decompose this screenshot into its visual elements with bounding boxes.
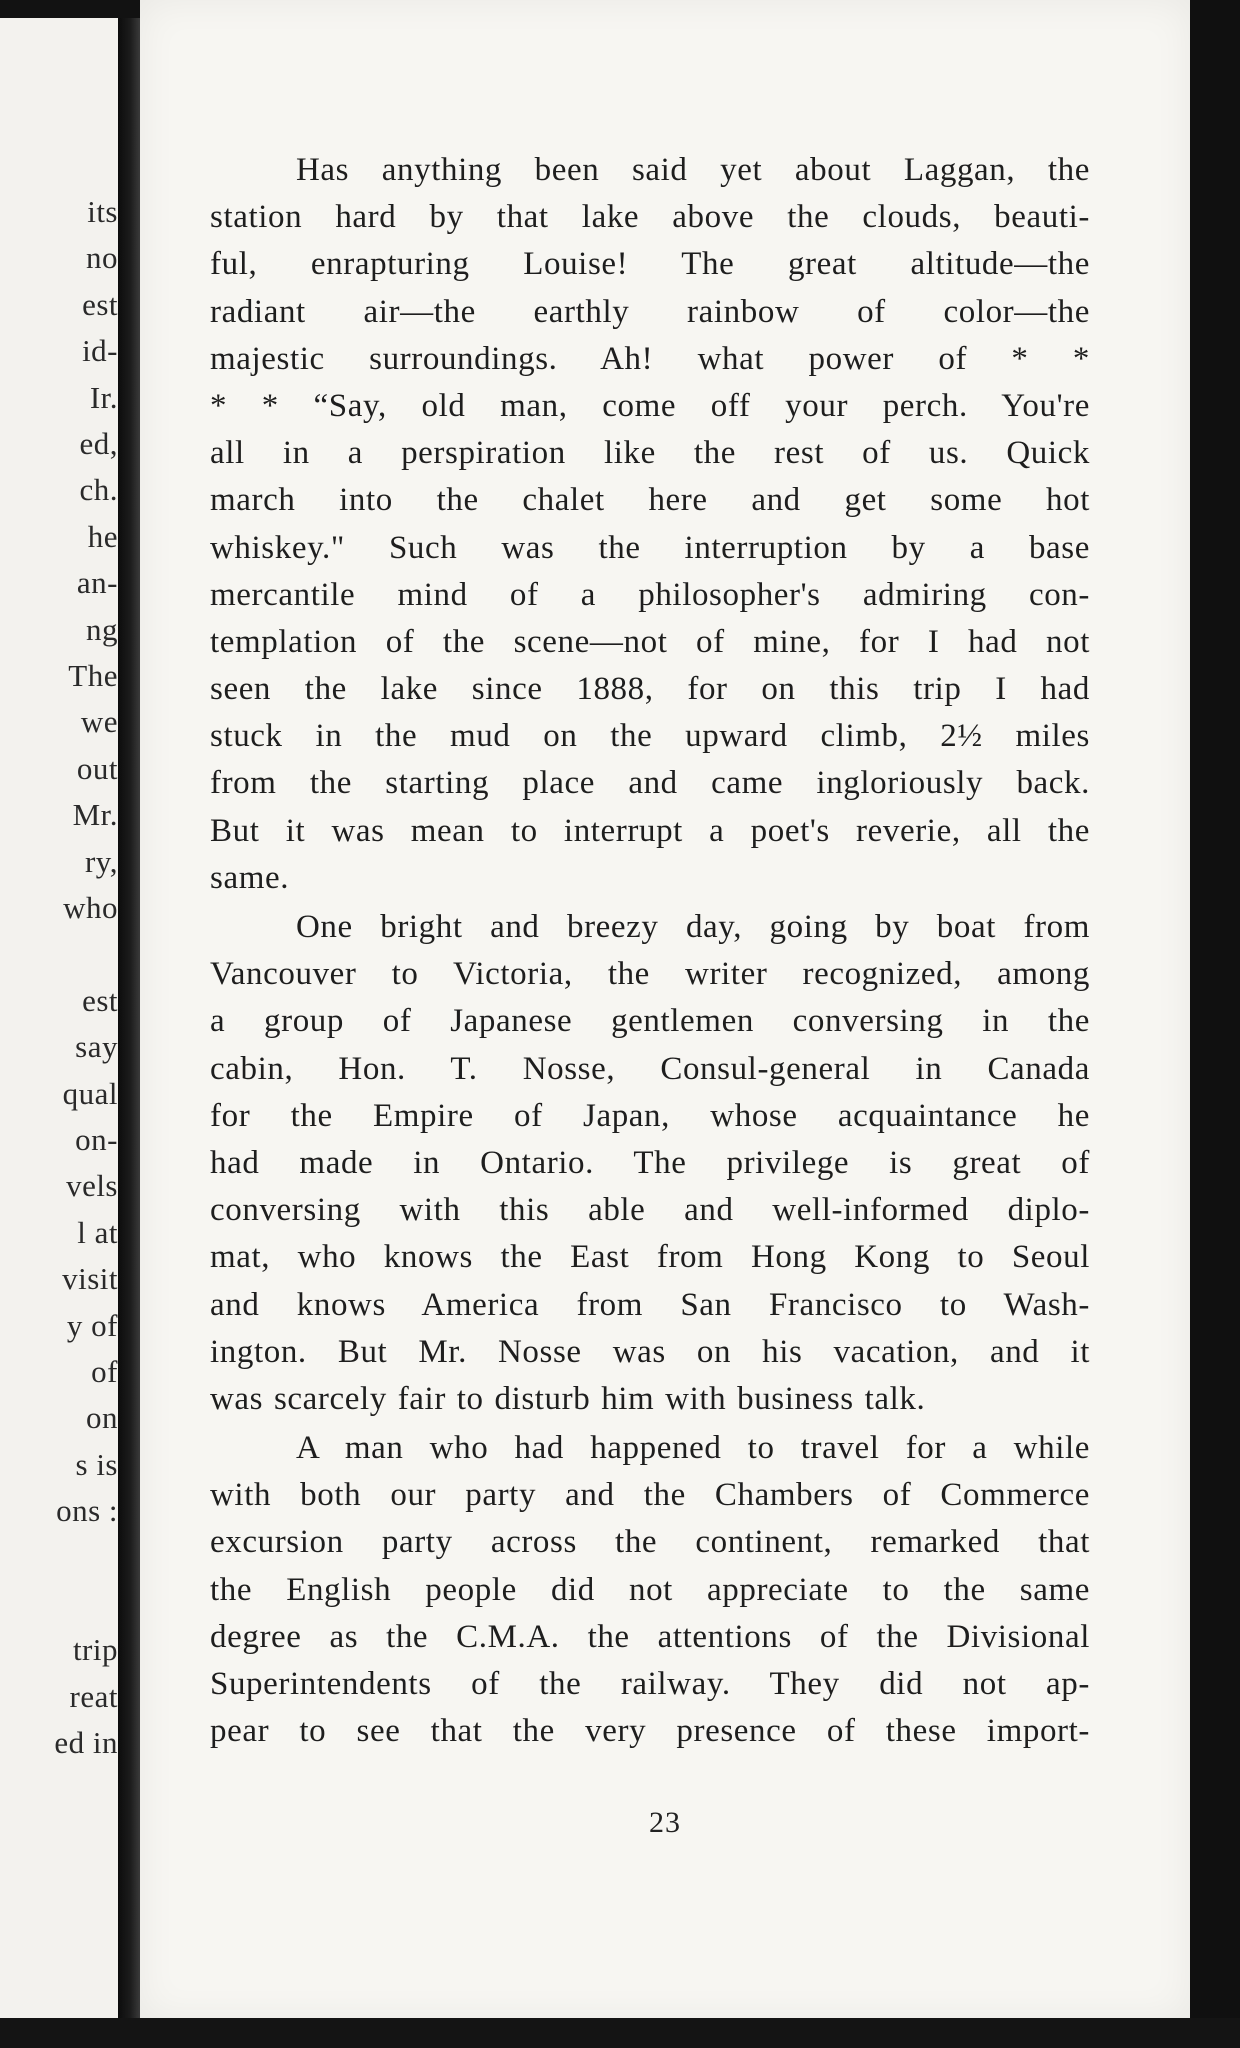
text-line: station hard by that lake above the clouds, beauti-: [210, 199, 1090, 236]
left-page-fragment: we: [80, 704, 118, 740]
left-page-fragment: no: [86, 240, 118, 276]
left-page-fragment: The: [68, 658, 118, 693]
left-page-fragment: vels: [66, 1168, 118, 1204]
text-line: seen the lake since 1888, for on this trip I had: [210, 671, 1090, 708]
left-page-fragment: qual: [62, 1075, 118, 1111]
facing-page-left: [0, 18, 118, 2018]
left-page-fragment: ng: [86, 611, 118, 647]
left-page-fragment: s is: [75, 1446, 118, 1482]
left-page-fragment: its: [87, 194, 118, 229]
text-line: Superintendents of the railway. They did not ap-: [210, 1666, 1090, 1702]
left-page-fragment: he: [87, 518, 118, 554]
paragraph: [210, 904, 1090, 1423]
text-line: One bright and breezy day, going by boat from: [296, 909, 1090, 945]
left-page-fragment: who: [63, 890, 118, 925]
book-gutter: [118, 18, 140, 2018]
text-line: ington. But Mr. Nosse was on his vacation, and it: [210, 1333, 1090, 1370]
left-page-fragment: ry,: [84, 843, 118, 879]
bottom-shadow: [0, 2018, 1240, 2048]
text-line: A man who had happened to travel for a while: [296, 1430, 1090, 1467]
right-shadow: [1190, 0, 1240, 2048]
text-line: for the Empire of Japan, whose acquaintance he: [210, 1097, 1090, 1134]
left-page-fragment: id-: [82, 333, 118, 369]
text-line: radiant air—the earthly rainbow of color—the: [210, 293, 1090, 330]
paragraph: [210, 147, 1090, 902]
left-page-fragment: trip: [72, 1632, 118, 1668]
text-line: stuck in the mud on the upward climb, 2½ miles: [210, 718, 1090, 755]
text-line: the English people did not appreciate to the same: [210, 1571, 1090, 1608]
left-page-fragment: ed,: [79, 426, 118, 461]
left-page-fragment: l at: [77, 1214, 118, 1250]
text-line: same.: [210, 859, 290, 896]
top-shadow: [0, 0, 140, 18]
text-line: with both our party and the Chambers of Commerce: [210, 1477, 1090, 1514]
left-page-fragment: reat: [69, 1678, 118, 1714]
left-page-fragment: out: [76, 750, 118, 786]
text-line: mercantile mind of a philosopher's admiring con-: [210, 576, 1090, 613]
left-page-fragment: ch.: [79, 472, 118, 508]
paragraph: [210, 1425, 1090, 1755]
text-line: conversing with this able and well-informed diplo-: [210, 1192, 1090, 1229]
left-page-fragment: ed in: [54, 1725, 118, 1761]
left-page-fragment: say: [75, 1029, 118, 1065]
text-line: majestic surroundings. Ah! what power of * *: [210, 340, 1090, 377]
text-line: templation of the scene—not of mine, for I had not: [210, 623, 1090, 660]
left-page-fragment: on-: [75, 1122, 118, 1157]
left-page-fragment: est: [82, 982, 118, 1018]
text-line: all in a perspiration like the rest of us. Quick: [210, 435, 1090, 472]
left-page-fragment: of: [91, 1354, 118, 1389]
text-line: pear to see that the very presence of these import-: [210, 1713, 1090, 1750]
text-line: But it was mean to interrupt a poet's reverie, all the: [210, 812, 1090, 849]
text-line: and knows America from San Francisco to Wash-: [210, 1286, 1090, 1323]
left-page-fragment: ons :: [56, 1493, 118, 1529]
text-line: march into the chalet here and get some hot: [210, 482, 1090, 519]
left-page-fragment: y of: [66, 1307, 118, 1343]
text-line: mat, who knows the East from Hong Kong to Seoul: [210, 1239, 1090, 1276]
text-line: from the starting place and came ingloriously back.: [210, 765, 1090, 802]
text-line: was scarcely fair to disturb him with business talk.: [210, 1380, 926, 1417]
left-page-fragment: Mr.: [72, 797, 118, 833]
page-number: 23: [649, 1806, 681, 1839]
text-line: whiskey." Such was the interruption by a base: [210, 529, 1090, 566]
body-text: [210, 147, 1090, 1755]
text-line: ful, enrapturing Louise! The great altitude—the: [210, 246, 1090, 283]
left-page-fragment: Ir.: [89, 379, 118, 415]
left-page-fragment: est: [82, 286, 118, 322]
text-line: degree as the C.M.A. the attentions of the Divisional: [210, 1618, 1090, 1655]
text-line: * * “Say, old man, come off your perch. You're: [210, 387, 1090, 424]
text-line: a group of Japanese gentlemen conversing in the: [210, 1003, 1090, 1040]
text-line: excursion party across the continent, remarked that: [210, 1524, 1090, 1561]
left-page-fragment: an-: [76, 565, 118, 601]
text-line: had made in Ontario. The privilege is great of: [210, 1144, 1090, 1181]
left-page-fragment: visit: [62, 1261, 118, 1297]
text-line: cabin, Hon. T. Nosse, Consul-general in Canada: [210, 1050, 1090, 1087]
text-line: Has anything been said yet about Laggan, the: [296, 152, 1090, 188]
left-page-fragment: on: [86, 1400, 118, 1436]
text-line: Vancouver to Victoria, the writer recognized, among: [210, 956, 1090, 993]
